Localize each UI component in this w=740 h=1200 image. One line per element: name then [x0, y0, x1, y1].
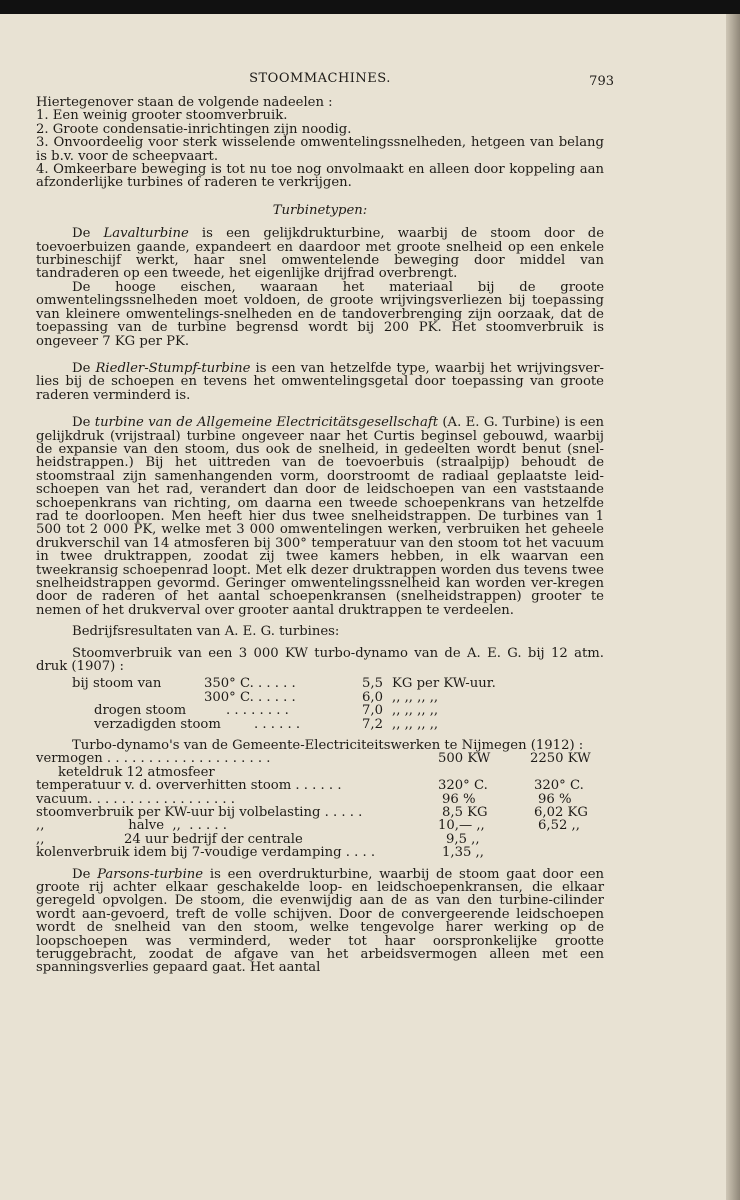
list-item: 3. Onvoordeelig voor sterk wisselende omwentelingssnelheden, hetgeen van belang is b.v. voor de scheepvaart. — [36, 135, 604, 164]
table-row: vacuum. . . . . . . . . . . . . . . . . . 96 % 96 % — [36, 791, 572, 807]
table-row: bij stoom van 350° C. . . . . . 5,5 KG per KW-uur. — [72, 676, 496, 692]
table-row: ,, 24 uur bedrijf der centrale 9,5 ,, — [36, 831, 480, 847]
nadeelen-intro: Hiertegenover staan de volgende nadeelen : — [36, 95, 333, 110]
table-row: stoomverbruik per KW-uur bij volbelasting . . . . . 8,5 KG 6,02 KG — [36, 804, 588, 820]
page-edge — [726, 14, 740, 1200]
riedler-paragraph: De Riedler-Stumpf-turbine is een van hetzelfde type, waarbij het wrijvingsver-lies bij de schoepen en tevens het omwentelingsgetal door toepassing van groote raderen verminderd is. — [36, 360, 604, 403]
page-number: 793 — [589, 74, 614, 89]
table-row: keteldruk 12 atmosfeer — [58, 764, 215, 780]
term-aeg: turbine van de Allgemeine Electricitätsgesellschaft — [94, 415, 439, 431]
table-row: temperatuur v. d. oververhitten stoom . . . . . . 320° C. 320° C. — [36, 778, 584, 794]
term-riedler: Riedler-Stumpf-turbine — [95, 360, 251, 376]
page-text — [36, 71, 614, 976]
consumption-intro: Stoomverbruik van een 3 000 KW turbo-dynamo van de A. E. G. bij 12 atm. druk (1907) : — [36, 645, 604, 675]
laval-paragraph: De Lavalturbine is een gelijkdrukturbine, waarbij de stoom door de toevoerbuizen gaande, expandeert en daardoor met groote snelheid op een enkele turbineschijf werkt, haar snel omwentelende beweging door middel van tandraderen op een tweede, het eigenlijke drijfrad overbrengt. — [36, 226, 604, 282]
parsons-paragraph: De Parsons-turbine is een overdrukturbine, waarbij de stoom gaat door een groote rij achter elkaar geschakelde loop- en leidschoepenkransen, die elkaar geregeld opvolgen. De stoom, die evenwijdig aan de as van den turbine-cilinder wordt aan-gevoerd, treft de volle schijven. Door de convergeerende leidschoepen wordt de snelheid van den stoom, welke tengevolge harer werking op de loopschoepen was verminderd, weder tot haar oorspronkelijke grootte teruggebracht, zoodat de afgave van het arbeidsvermogen alleen met een spanningsverlies gepaard gaat. Het aantal — [36, 866, 604, 976]
list-item: 1. Een weinig grooter stoomverbruik. — [36, 108, 288, 124]
table-row: ,, halve ,, . . . . . 10,— ,, 6,52 ,, — [36, 818, 580, 834]
nijmegen-title: Turbo-dynamo's van de Gemeente-Electriciteitswerken te Nijmegen (1912) : — [72, 738, 584, 753]
table-row: 300° C. . . . . . 6,0 ,, ,, ,, ,, — [204, 689, 439, 705]
running-title: STOOMMACHINES. — [249, 71, 391, 86]
table-row: vermogen . . . . . . . . . . . . . . . . . . . . 500 KW 2250 KW — [36, 751, 591, 767]
nadeelen-list — [36, 96, 604, 190]
term-lavalturbine: Lavalturbine — [103, 226, 189, 242]
section-title: Turbinetypen: — [272, 202, 368, 218]
aeg-paragraph: De turbine van de Allgemeine Electricitätsgesellschaft (A. E. G. Turbine) is een gelijkdruk (vrijstraal) turbine ongeveer naar het Curtis beginsel gebouwd, waarbij de expansie van den stoom, dus ook de snelheid, in gedeelten wordt benut (snel-heidstrappen.) Bij het uittreden van de toevoerbuis (straalpijp) behoudt de stoomstraal zijn samenhangenden vorm, doorstroomt de radiaal geplaatste leid-schoepen van het rad, verandert dan door de leidschoepen van een vaststaande schoepenkrans van richting, om daarna een tweede schoepenkrans van hetzelfde rad te doorloopen. Men heeft hier dus twee snelheidstrappen. De turbines van 1 500 tot 2 000 PK, welke met 3 000 omwentelingen werken, verbruiken het geheele drukverschil van 14 atmosferen bij 300° temperatuur van den stoom tot het vacuum in twee druktrappen, zoodat zij twee kamers hebben, in elk waarvan een tweekransig schoepenrad loopt. Met elk dezer druktrappen worden dus tevens twee snelheidstrappen gevormd. Geringer omwentelingssnelheid kan worden ver-kregen door de raderen of het aantal schoepenkransen (snelheidstrappen) grooter te nemen of het drukverval over grooter aantal druktrappen te verdeelen. — [36, 415, 604, 618]
list-item: 2. Groote condensatie-inrichtingen zijn noodig. — [36, 121, 352, 137]
results-title: Bedrijfsresultaten van A. E. G. turbines: — [72, 624, 340, 640]
table-row: drogen stoom . . . . . . . . 7,0 ,, ,, ,, ,, — [94, 703, 439, 719]
table-row: kolenverbruik idem bij 7-voudige verdamping . . . . 1,35 ,, — [36, 845, 484, 861]
table-row: verzadigden stoom . . . . . . 7,2 ,, ,, ,, ,, — [94, 716, 439, 732]
nijmegen-table — [36, 752, 604, 859]
list-item: 4. Omkeerbare beweging is tot nu toe nog onvolmaakt en alleen door koppeling aan afzonderlijke turbines of raderen te verkrijgen. — [36, 162, 604, 191]
laval-paragraph-2: De hooge eischen, waaraan het materiaal bij de groote omwentelingssnelheden moet voldoen, de groote wrijvingsverliezen bij toepassing van kleinere omwentelings-snelheden en de tandoverbrenging zijn oorzaak, dat de toepassing van de turbine begrensd wordt bij 200 PK. Het stoomverbruik is ongeveer 7 KG per PK. — [36, 279, 604, 349]
consumption-table — [36, 677, 604, 731]
running-header — [36, 71, 614, 90]
term-parsons: Parsons-turbine — [97, 866, 204, 882]
